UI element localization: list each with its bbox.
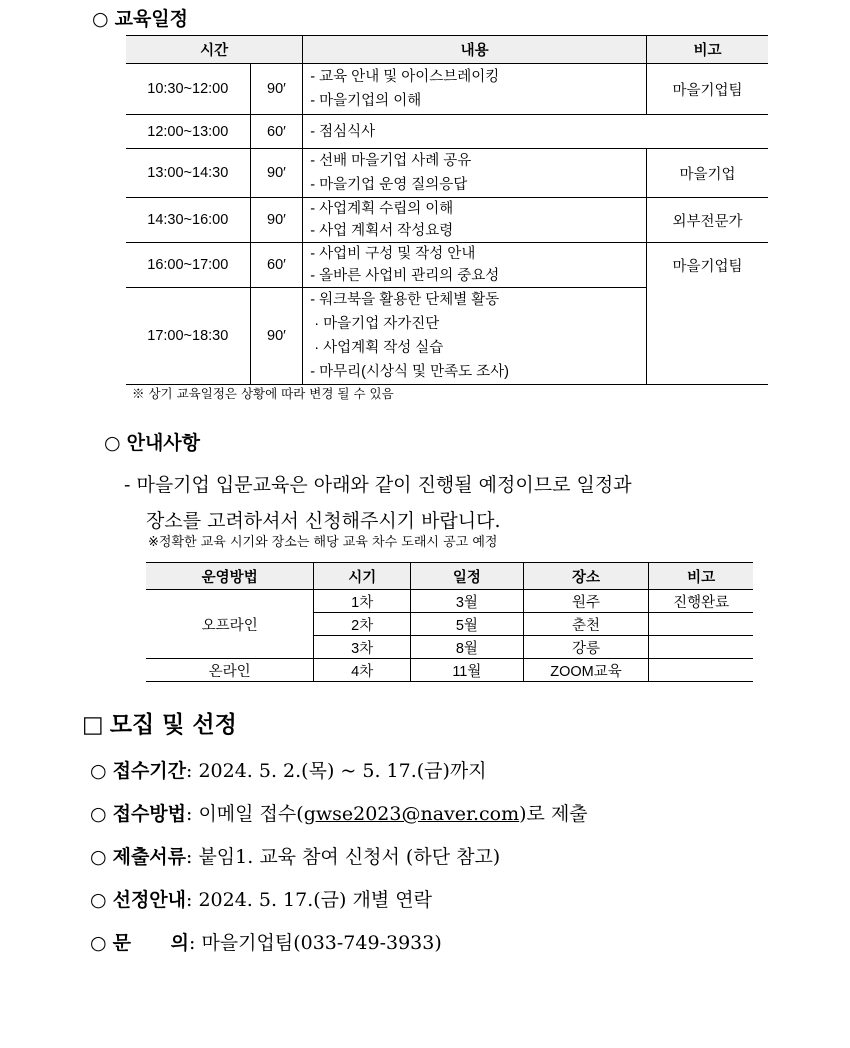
square-bullet-icon: □ bbox=[82, 712, 104, 738]
circle-bullet-icon: ○ bbox=[92, 8, 109, 30]
duration-cell: 60′ bbox=[250, 115, 303, 149]
item-value: : 붙임1. 교육 참여 신청서 (하단 참고) bbox=[186, 846, 501, 868]
circle-bullet-icon: ○ bbox=[104, 432, 121, 454]
item-value: : 2024. 5. 2.(목) ~ 5. 17.(금)까지 bbox=[186, 760, 487, 782]
content-line: - 마을기업 운영 질의응답 bbox=[310, 177, 468, 193]
round-cell: 1차 bbox=[314, 590, 411, 613]
time-cell: 10:30~12:00 bbox=[126, 64, 250, 115]
item-label: 제출서류 bbox=[112, 846, 187, 868]
recruit-item-selection bbox=[90, 885, 432, 912]
round-cell: 4차 bbox=[314, 659, 411, 682]
circle-bullet-icon: ○ bbox=[90, 846, 107, 868]
header-month: 일정 bbox=[411, 563, 524, 590]
note-cell: 외부전문가 bbox=[646, 198, 768, 243]
schedule-table bbox=[126, 35, 768, 385]
header-content: 내용 bbox=[303, 36, 647, 64]
method-cell: 오프라인 bbox=[146, 590, 314, 659]
circle-bullet-icon: ○ bbox=[90, 889, 107, 911]
item-label: 문 의 bbox=[112, 932, 189, 954]
round-cell: 2차 bbox=[314, 613, 411, 636]
month-cell: 8월 bbox=[411, 636, 524, 659]
recruit-item-documents bbox=[90, 842, 500, 869]
notice-section-title: ○ 안내사항 bbox=[104, 432, 201, 454]
place-cell: 강릉 bbox=[523, 636, 649, 659]
notice-subnote: ※정확한 교육 시기와 장소는 해당 교육 차수 도래시 공고 예정 bbox=[148, 535, 498, 550]
content-cell bbox=[303, 149, 647, 198]
item-label: 접수기간 bbox=[112, 760, 187, 782]
table-row bbox=[126, 243, 768, 288]
time-cell: 13:00~14:30 bbox=[126, 149, 250, 198]
schedule-section-title: ○ 교육일정 bbox=[92, 8, 189, 30]
header-note: 비고 bbox=[646, 36, 768, 64]
duration-cell: 60′ bbox=[250, 243, 303, 288]
note-cell bbox=[649, 636, 753, 659]
recruit-item-contact bbox=[90, 928, 442, 955]
header-note: 비고 bbox=[649, 563, 753, 590]
month-cell: 5월 bbox=[411, 613, 524, 636]
table-row bbox=[126, 149, 768, 198]
recruit-section-title: □ 모집 및 선정 bbox=[82, 712, 237, 738]
table-row bbox=[146, 590, 753, 613]
note-cell: 마을기업팀 bbox=[646, 64, 768, 115]
table-row bbox=[146, 659, 753, 682]
content-line: - 사업계획 수립의 이해 bbox=[310, 201, 454, 217]
content-line: - 올바른 사업비 관리의 중요성 bbox=[310, 268, 500, 284]
circle-bullet-icon: ○ bbox=[90, 760, 107, 782]
duration-cell: 90′ bbox=[250, 64, 303, 115]
content-cell bbox=[303, 243, 647, 288]
duration-cell: 90′ bbox=[250, 149, 303, 198]
recruit-item-period bbox=[90, 756, 487, 783]
note-cell: 마을기업팀 bbox=[646, 243, 768, 385]
operations-table bbox=[146, 562, 753, 682]
item-label: 접수방법 bbox=[112, 803, 187, 825]
content-cell bbox=[303, 198, 647, 243]
item-value: )로 제출 bbox=[519, 803, 588, 825]
time-cell: 16:00~17:00 bbox=[126, 243, 250, 288]
content-cell bbox=[303, 115, 768, 149]
circle-bullet-icon: ○ bbox=[90, 803, 107, 825]
item-label: 선정안내 bbox=[112, 889, 187, 911]
place-cell: 춘천 bbox=[523, 613, 649, 636]
content-line: - 점심식사 bbox=[310, 123, 376, 140]
content-line: - 교육 안내 및 아이스브레이킹 bbox=[310, 69, 500, 85]
time-cell: 14:30~16:00 bbox=[126, 198, 250, 243]
item-value: : 마을기업팀(033-749-3933) bbox=[189, 932, 442, 954]
place-cell: ZOOM교육 bbox=[523, 659, 649, 682]
header-place: 장소 bbox=[523, 563, 649, 590]
note-cell bbox=[649, 613, 753, 636]
round-cell: 3차 bbox=[314, 636, 411, 659]
header-method: 운영방법 bbox=[146, 563, 314, 590]
content-line: - 마무리(시상식 및 만족도 조사) bbox=[310, 364, 509, 380]
notice-line: - 마을기업 입문교육은 아래와 같이 진행될 예정이므로 일정과 bbox=[124, 474, 632, 496]
table-row bbox=[126, 115, 768, 149]
note-cell: 진행완료 bbox=[649, 590, 753, 613]
note-cell bbox=[649, 659, 753, 682]
item-value: : 이메일 접수( bbox=[186, 803, 304, 825]
time-cell: 17:00~18:30 bbox=[126, 288, 250, 385]
time-cell: 12:00~13:00 bbox=[126, 115, 250, 149]
header-time: 시간 bbox=[126, 36, 303, 64]
note-cell: 마을기업 bbox=[646, 149, 768, 198]
circle-bullet-icon: ○ bbox=[90, 932, 107, 954]
table-header-row bbox=[126, 36, 768, 64]
content-cell bbox=[303, 64, 647, 115]
content-cell bbox=[303, 288, 647, 385]
month-cell: 11월 bbox=[411, 659, 524, 682]
content-line: · 마을기업 자가진단 bbox=[310, 316, 440, 332]
notice-line: 장소를 고려하셔서 신청해주시기 바랍니다. bbox=[146, 510, 501, 532]
notice-paragraph bbox=[124, 467, 632, 539]
month-cell: 3월 bbox=[411, 590, 524, 613]
content-line: · 사업계획 작성 실습 bbox=[310, 340, 444, 356]
recruit-item-method bbox=[90, 799, 588, 826]
content-line: - 선배 마을기업 사례 공유 bbox=[310, 153, 472, 169]
item-value: : 2024. 5. 17.(금) 개별 연락 bbox=[186, 889, 432, 911]
table-header-row bbox=[146, 563, 753, 590]
method-cell: 온라인 bbox=[146, 659, 314, 682]
duration-cell: 90′ bbox=[250, 198, 303, 243]
email-link[interactable]: gwse2023@naver.com bbox=[303, 803, 520, 825]
table-row bbox=[126, 198, 768, 243]
schedule-footnote: ※ 상기 교육일정은 상황에 따라 변경 될 수 있음 bbox=[132, 386, 394, 401]
duration-cell: 90′ bbox=[250, 288, 303, 385]
table-row bbox=[126, 64, 768, 115]
place-cell: 원주 bbox=[523, 590, 649, 613]
header-round: 시기 bbox=[314, 563, 411, 590]
content-line: - 사업비 구성 및 작성 안내 bbox=[310, 246, 476, 262]
content-line: - 사업 계획서 작성요령 bbox=[310, 223, 454, 239]
content-line: - 워크북을 활용한 단체별 활동 bbox=[310, 292, 500, 308]
content-line: - 마을기업의 이해 bbox=[310, 93, 422, 109]
